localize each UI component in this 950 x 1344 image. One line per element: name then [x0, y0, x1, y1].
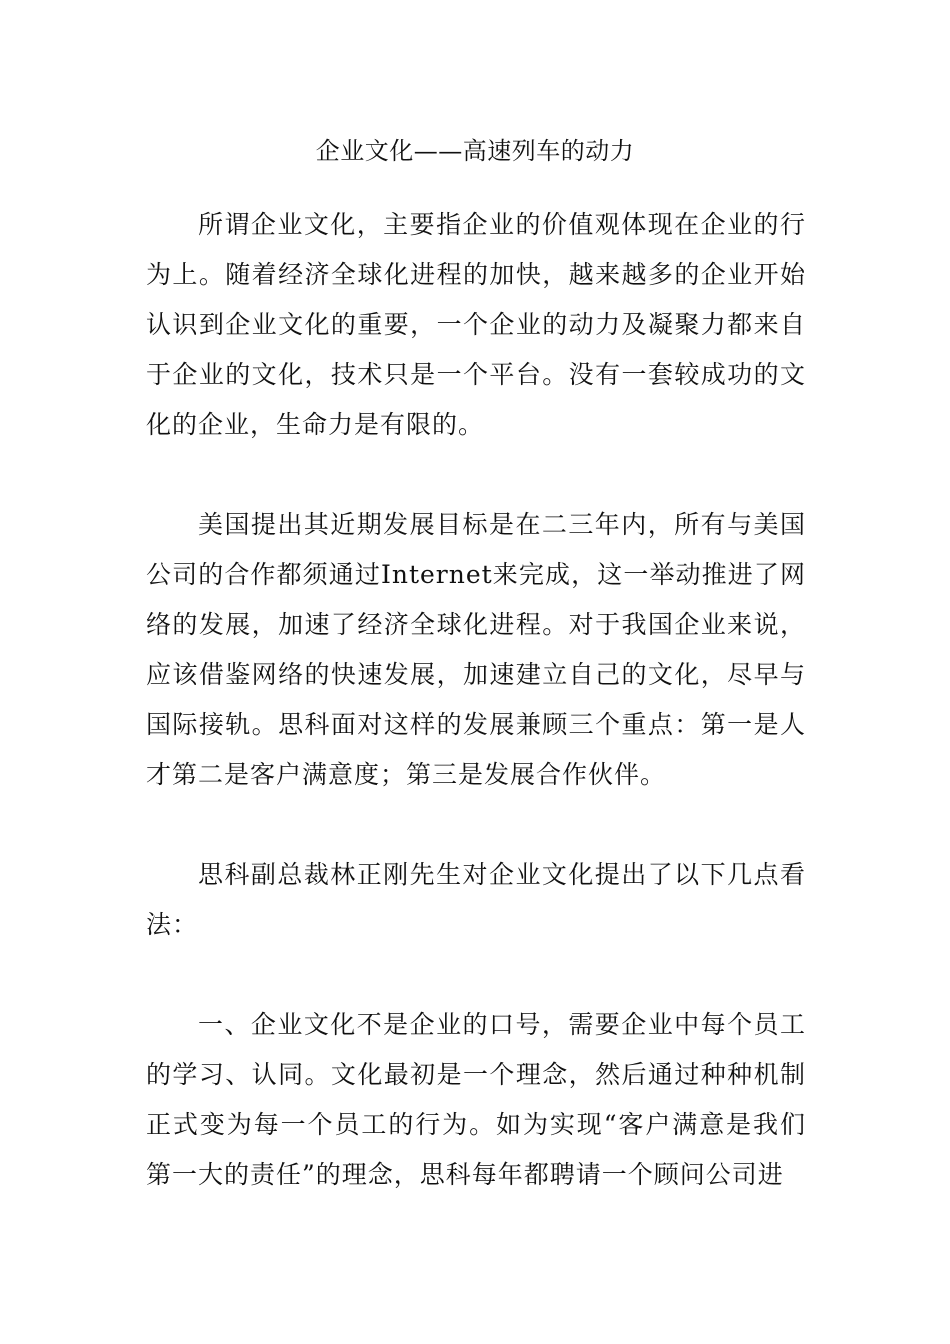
document-body: [146, 200, 806, 1200]
paragraph-gap: [146, 950, 806, 1000]
document-title: 企业文化——高速列车的动力: [315, 137, 635, 165]
paragraph-gap: [146, 800, 806, 850]
paragraph-2: 美国提出其近期发展目标是在二三年内，所有与美国公司的合作都须通过Internet来完成，这一举动推进了网络的发展，加速了经济全球化进程。对于我国企业来说，应该借鉴网络的快速发展，加速建立自己的文化，尽早与国际接轨。思科面对这样的发展兼顾三个重点：第一是人才第二是客户满意度；第三是发展合作伙伴。: [146, 510, 806, 789]
paragraph-1: 所谓企业文化，主要指企业的价值观体现在企业的行为上。随着经济全球化进程的加快，越来越多的企业开始认识到企业文化的重要，一个企业的动力及凝聚力都来自于企业的文化，技术只是一个平台。没有一套较成功的文化的企业，生命力是有限的。: [146, 210, 806, 439]
paragraph-gap: [146, 450, 806, 500]
paragraph-4: 一、企业文化不是企业的口号，需要企业中每个员工的学习、认同。文化最初是一个理念，然后通过种种机制正式变为每一个员工的行为。如为实现“客户满意是我们第一大的责任”的理念，思科每年都聘请一个顾问公司进: [146, 1010, 806, 1189]
paragraph-3: 思科副总裁林正刚先生对企业文化提出了以下几点看法：: [146, 860, 806, 939]
